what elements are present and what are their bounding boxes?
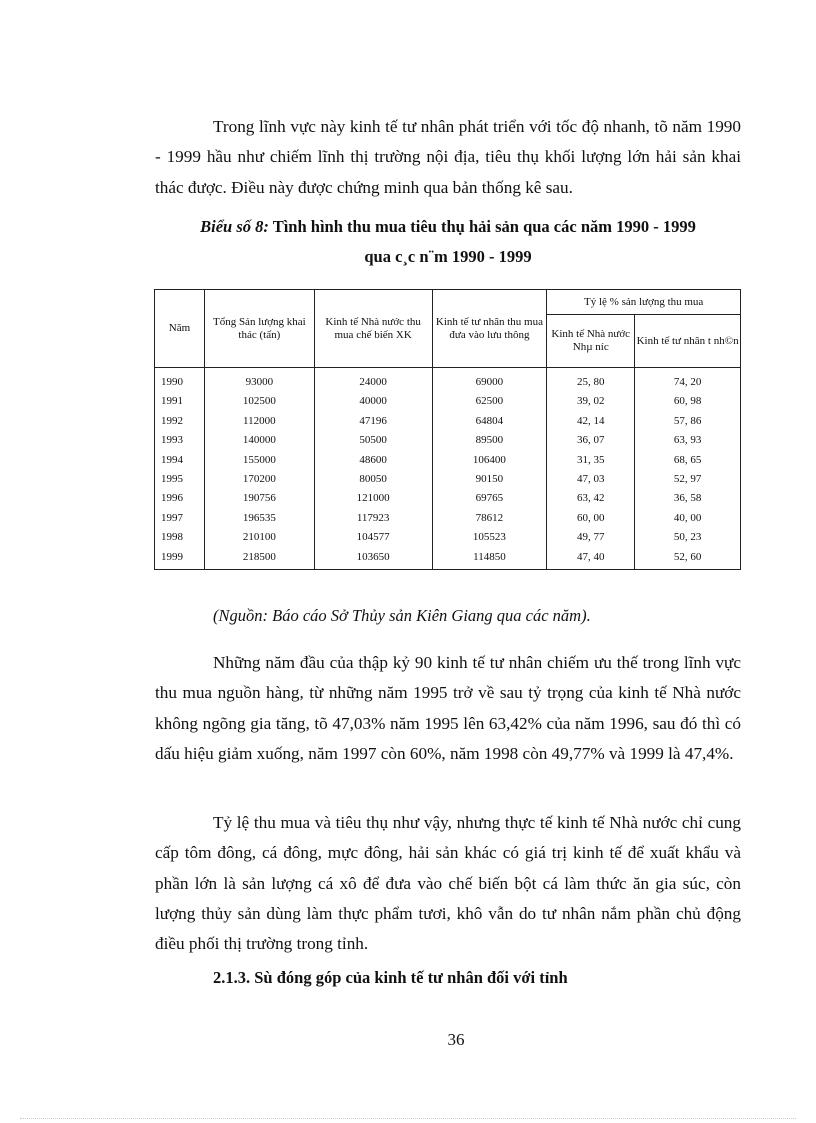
cell-state: 24000 — [314, 368, 432, 393]
cell-state: 104577 — [314, 528, 432, 547]
page-number: 36 — [447, 1030, 465, 1049]
cell-private: 78612 — [432, 509, 547, 528]
table-row — [155, 489, 741, 508]
cell-year: 1991 — [155, 392, 205, 411]
cell-year: 1994 — [155, 451, 205, 470]
intro-paragraph: Trong lĩnh vực này kinh tế tư nhân phát triển với tốc độ nhanh, tõ năm 1990 - 1999 hầu như chiếm lĩnh thị trường nội địa, tiêu thụ khối lượng lớn hải sản khai thác được. Điều này được chứng minh qua bản thống kê sau. — [155, 117, 741, 197]
cell-total: 170200 — [204, 470, 314, 489]
caption-line-1 — [155, 212, 741, 242]
cell-year: 1996 — [155, 489, 205, 508]
table-row — [155, 451, 741, 470]
header-ratio-group: Tỷ lệ % sản lượng thu mua — [547, 290, 741, 315]
cell-ratio-state: 25, 80 — [547, 368, 635, 393]
source-note: (Nguồn: Báo cáo Sở Thủy sản Kiên Giang qua các năm). — [213, 606, 591, 625]
header-private: Kinh tế tư nhân thu mua đưa vào lưu thông — [432, 290, 547, 368]
cell-year: 1993 — [155, 431, 205, 450]
table-row — [155, 431, 741, 450]
cell-ratio-state: 49, 77 — [547, 528, 635, 547]
cell-ratio-private: 52, 60 — [635, 548, 741, 570]
table-row — [155, 528, 741, 547]
cell-state: 121000 — [314, 489, 432, 508]
cell-total: 155000 — [204, 451, 314, 470]
header-state: Kinh tế Nhà nước thu mua chế biến XK — [314, 290, 432, 368]
caption-subtitle: qua c¸c n¨m 1990 - 1999 — [364, 247, 532, 266]
cell-ratio-private: 50, 23 — [635, 528, 741, 547]
cell-state: 50500 — [314, 431, 432, 450]
cell-total: 140000 — [204, 431, 314, 450]
cell-state: 40000 — [314, 392, 432, 411]
conclusion-paragraph: Tỷ lệ thu mua và tiêu thụ như vậy, nhưng thực tế kinh tế Nhà nước chỉ cung cấp tôm đông, cá đông, mực đông, hải sản khác có giá trị kinh tế để xuất khẩu và phần lớn là sản lượng cá xô để đưa vào chế biến bột cá làm thức ăn gia súc, còn lượng thủy sản dùng làm thực phẩm tươi, khô vẫn do tư nhân nắm phần chủ động điều phối thị trường trong tỉnh. — [155, 813, 741, 954]
cell-year: 1992 — [155, 412, 205, 431]
table-row — [155, 548, 741, 570]
cell-state: 117923 — [314, 509, 432, 528]
cell-state: 80050 — [314, 470, 432, 489]
cell-private: 62500 — [432, 392, 547, 411]
cell-ratio-state: 60, 00 — [547, 509, 635, 528]
table-caption — [155, 212, 741, 272]
cell-ratio-private: 57, 86 — [635, 412, 741, 431]
harvest-table — [154, 289, 741, 570]
cell-ratio-state: 47, 40 — [547, 548, 635, 570]
header-year: Năm — [155, 290, 205, 368]
cell-ratio-private: 74, 20 — [635, 368, 741, 393]
cell-private: 90150 — [432, 470, 547, 489]
cell-total: 190756 — [204, 489, 314, 508]
cell-total: 102500 — [204, 392, 314, 411]
cell-ratio-state: 63, 42 — [547, 489, 635, 508]
cell-ratio-private: 40, 00 — [635, 509, 741, 528]
cell-private: 89500 — [432, 431, 547, 450]
table-row — [155, 412, 741, 431]
cell-total: 196535 — [204, 509, 314, 528]
cell-year: 1995 — [155, 470, 205, 489]
cell-ratio-state: 31, 35 — [547, 451, 635, 470]
section-heading: 2.1.3. Sù đóng góp của kinh tế tư nhân đối với tỉnh — [213, 968, 568, 987]
header-ratio-private: Kinh tế tư nhân t nh©n — [635, 315, 741, 368]
table-row — [155, 392, 741, 411]
cell-total: 218500 — [204, 548, 314, 570]
cell-private: 69000 — [432, 368, 547, 393]
cell-ratio-private: 36, 58 — [635, 489, 741, 508]
header-total: Tổng Sản lượng khai thác (tấn) — [204, 290, 314, 368]
cell-ratio-state: 47, 03 — [547, 470, 635, 489]
cell-private: 64804 — [432, 412, 547, 431]
cell-state: 47196 — [314, 412, 432, 431]
cell-ratio-private: 68, 65 — [635, 451, 741, 470]
cell-year: 1997 — [155, 509, 205, 528]
table-row — [155, 368, 741, 393]
cell-ratio-state: 42, 14 — [547, 412, 635, 431]
cell-ratio-state: 39, 02 — [547, 392, 635, 411]
cell-year: 1990 — [155, 368, 205, 393]
cell-ratio-private: 60, 98 — [635, 392, 741, 411]
analysis-paragraph: Những năm đầu của thập kỷ 90 kinh tế tư nhân chiếm ưu thế trong lĩnh vực thu mua nguồn hàng, từ những năm 1995 trở về sau tỷ trọng của kinh tế Nhà nước không ngõng gia tăng, tõ 47,03% năm 1995 lên 63,42% của năm 1996, sau đó thì có dấu hiệu giảm xuống, năm 1997 còn 60%, năm 1998 còn 49,77% và 1999 là 47,4%. — [155, 653, 741, 763]
cell-ratio-private: 63, 93 — [635, 431, 741, 450]
cell-private: 106400 — [432, 451, 547, 470]
cell-state: 103650 — [314, 548, 432, 570]
cell-state: 48600 — [314, 451, 432, 470]
cell-private: 114850 — [432, 548, 547, 570]
cell-ratio-private: 52, 97 — [635, 470, 741, 489]
cell-total: 210100 — [204, 528, 314, 547]
table-row — [155, 509, 741, 528]
cell-private: 69765 — [432, 489, 547, 508]
cell-total: 112000 — [204, 412, 314, 431]
cell-year: 1999 — [155, 548, 205, 570]
cell-total: 93000 — [204, 368, 314, 393]
caption-lead: Biểu số 8: — [200, 217, 269, 236]
cell-ratio-state: 36, 07 — [547, 431, 635, 450]
caption-title: Tình hình thu mua tiêu thụ hải sản qua các năm 1990 - 1999 — [272, 217, 696, 236]
header-ratio-state: Kinh tế Nhà nước Nhµ níc — [547, 315, 635, 368]
cell-year: 1998 — [155, 528, 205, 547]
table-row — [155, 470, 741, 489]
cell-private: 105523 — [432, 528, 547, 547]
page-bottom-divider — [20, 1118, 796, 1119]
